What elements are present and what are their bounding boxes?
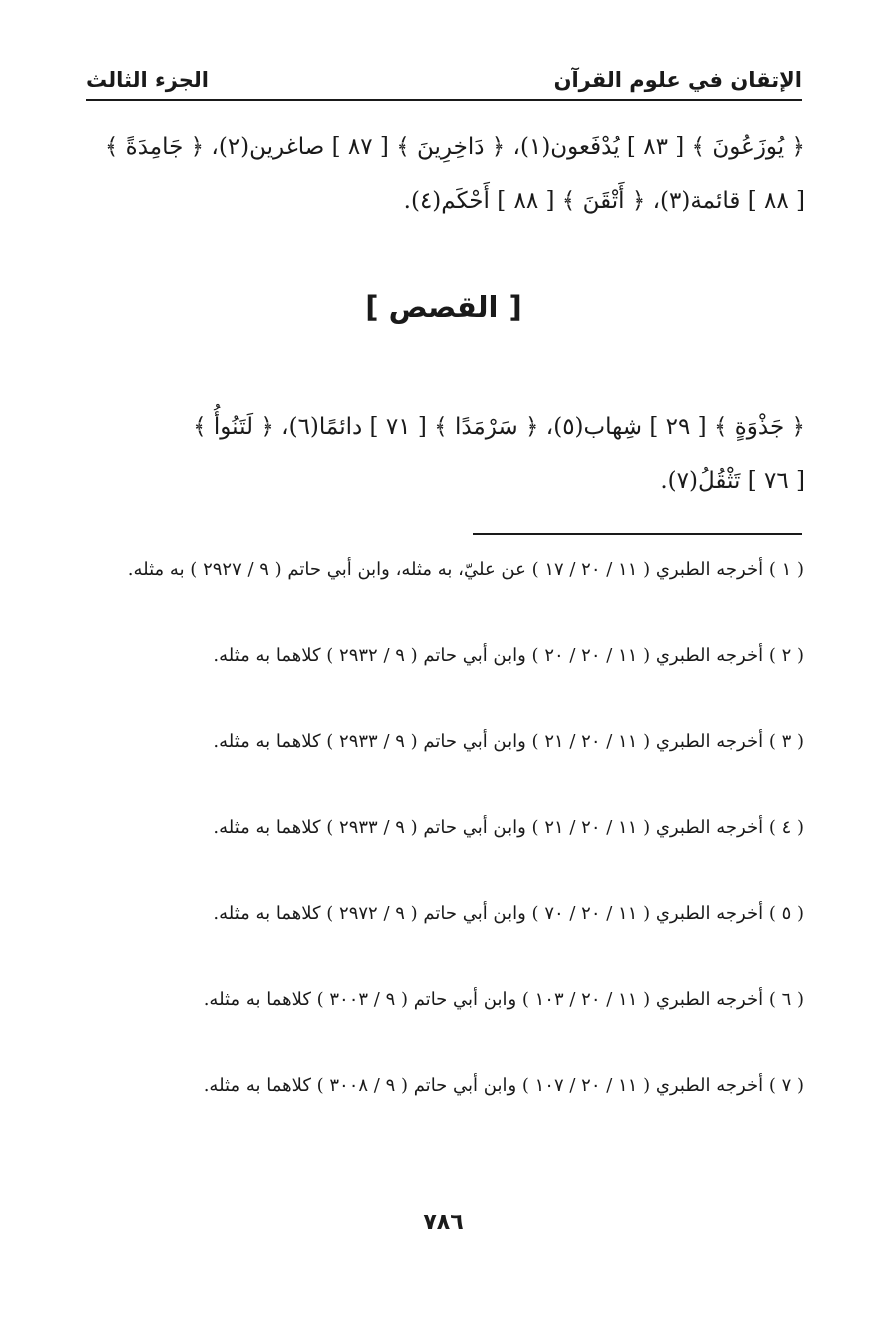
page-number: ٧٨٦	[423, 1210, 464, 1235]
verse-line: ﴿ جَذْوَةٍ ﴾ [ ٢٩ ] شِهاب(٥)، ﴿ سَرْمَدًا ﴾ [ ٧١ ] دائمًا(٦)، ﴿ لَتَنُوأُ ﴾	[193, 414, 805, 440]
footnote: ( ٦ ) أخرجه الطبري ( ١١ / ٢٠ / ١٠٣ ) وابن أبي حاتم ( ٩ / ٣٠٠٣ ) كلاهما به مثله.	[203, 989, 804, 1010]
footnote: ( ١ ) أخرجه الطبري ( ١١ / ٢٠ / ١٧ ) عن عليّ، به مثله، وابن أبي حاتم ( ٩ / ٢٩٢٧ ) به مثله.	[127, 559, 804, 580]
footnote: ( ٢ ) أخرجه الطبري ( ١١ / ٢٠ / ٢٠ ) وابن أبي حاتم ( ٩ / ٢٩٣٢ ) كلاهما به مثله.	[213, 645, 804, 666]
footnote: ( ٣ ) أخرجه الطبري ( ١١ / ٢٠ / ٢١ ) وابن أبي حاتم ( ٩ / ٢٩٣٣ ) كلاهما به مثله.	[213, 731, 804, 752]
header-divider	[86, 99, 802, 101]
book-title: الإتقان في علوم القرآن	[553, 68, 802, 92]
verse-glosses-block-1	[100, 120, 805, 228]
footnote: ( ٧ ) أخرجه الطبري ( ١١ / ٢٠ / ١٠٧ ) وابن أبي حاتم ( ٩ / ٣٠٠٨ ) كلاهما به مثله.	[203, 1075, 804, 1096]
verse-line: [ ٧٦ ] تَثْقُلُ(٧).	[660, 468, 805, 494]
section-title: [ القصص ]	[365, 290, 522, 324]
verse-line: [ ٨٨ ] قائمة(٣)، ﴿ أَتْقَنَ ﴾ [ ٨٨ ] أَحْكَم(٤).	[403, 188, 805, 214]
verse-line: ﴿ يُوزَعُونَ ﴾ [ ٨٣ ] يُدْفَعون(١)، ﴿ دَاخِرِينَ ﴾ [ ٨٧ ] صاغرين(٢)، ﴿ جَامِدَةً ﴾	[104, 134, 805, 160]
running-header	[86, 58, 802, 92]
footnote: ( ٥ ) أخرجه الطبري ( ١١ / ٢٠ / ٧٠ ) وابن أبي حاتم ( ٩ / ٢٩٧٢ ) كلاهما به مثله.	[213, 903, 804, 924]
footnote: ( ٤ ) أخرجه الطبري ( ١١ / ٢٠ / ٢١ ) وابن أبي حاتم ( ٩ / ٢٩٣٣ ) كلاهما به مثله.	[213, 817, 804, 838]
footnotes	[88, 548, 804, 1150]
footnote-divider	[473, 533, 802, 535]
verse-glosses-block-2	[100, 400, 805, 508]
volume-label: الجزء الثالث	[86, 68, 209, 92]
